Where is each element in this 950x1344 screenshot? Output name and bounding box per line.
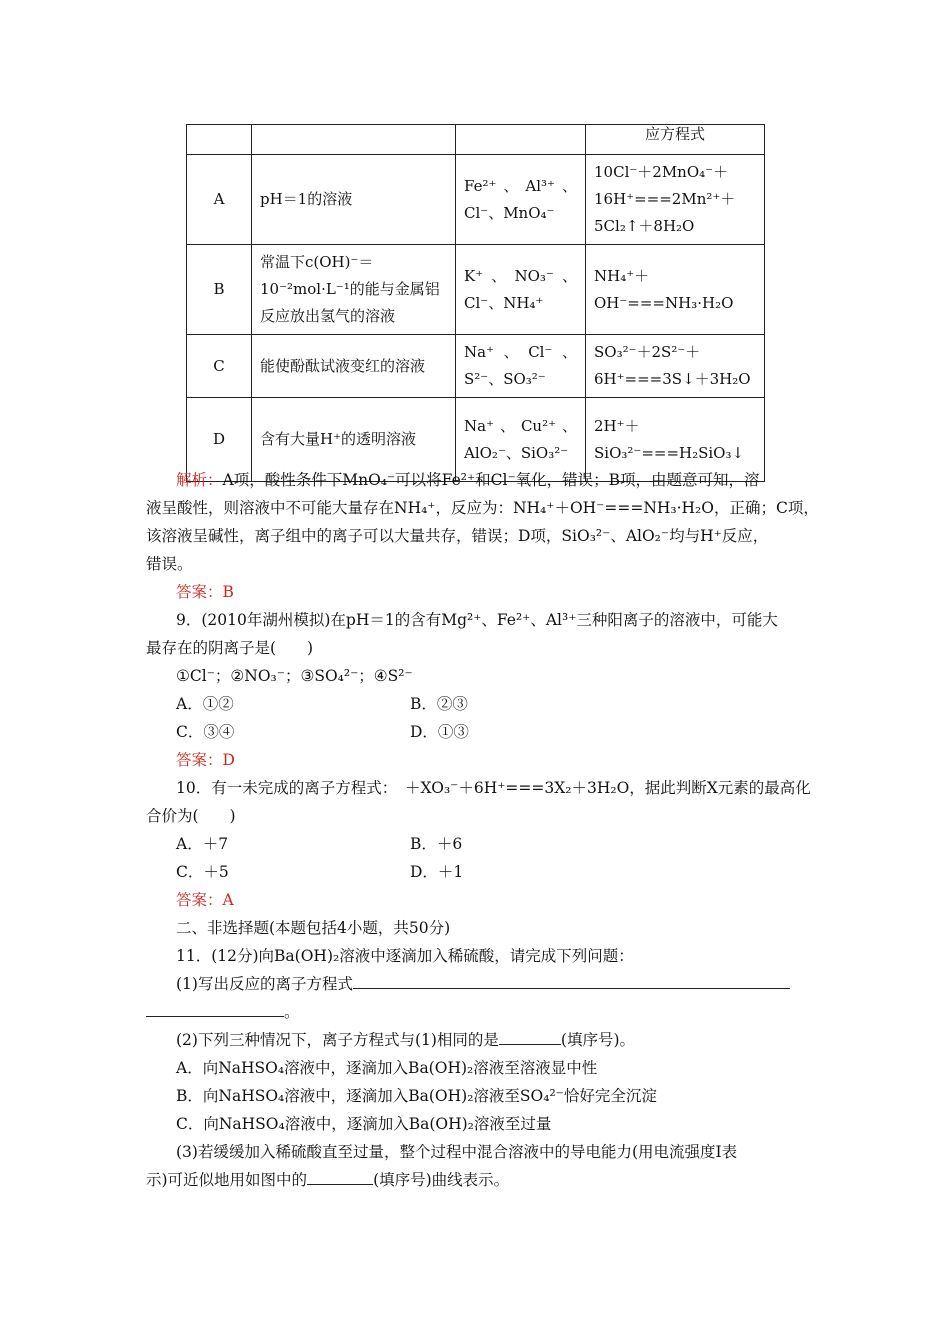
row-ions: K⁺、NO₃⁻、Cl⁻、NH₄⁺ xyxy=(456,245,586,335)
row-ions: Fe²⁺、Al³⁺、Cl⁻、MnO₄⁻ xyxy=(456,155,586,245)
question-10-cont: 合价为( ) xyxy=(146,807,236,825)
answer-label: 答案：D xyxy=(176,751,235,769)
option-c: C．③④ xyxy=(176,723,235,741)
options-row xyxy=(146,858,806,886)
table-row xyxy=(187,245,765,335)
row-option: A xyxy=(187,155,252,245)
question-11-part3-cont: 示)可近似地用如图中的 (填序号)曲线表示。 xyxy=(146,1166,806,1194)
option-d: D．＋1 xyxy=(410,863,464,881)
row-equation: 10Cl⁻＋2MnO₄⁻＋16H⁺===2Mn²⁺＋5Cl₂↑＋8H₂O xyxy=(586,155,765,245)
analysis-line: 错误。 xyxy=(146,555,193,573)
question-9-ions: ①Cl⁻；②NO₃⁻；③SO₄²⁻；④S²⁻ xyxy=(176,667,413,685)
analysis-line: 液呈酸性，则溶液中不可能大量存在NH₄⁺，反应为：NH₄⁺＋OH⁻===NH₃·H₂O，正确；C项， xyxy=(146,499,819,517)
question-11-option-c: C．向NaHSO₄溶液中，逐滴加入Ba(OH)₂溶液至过量 xyxy=(176,1115,552,1133)
question-11-part1-cont: 。 xyxy=(146,998,806,1026)
analysis-line: 该溶液呈碱性，离子组中的离子可以大量共存，错误；D项，SiO₃²⁻、AlO₂⁻均与H⁺反应， xyxy=(146,527,769,545)
row-option: B xyxy=(187,245,252,335)
option-a: A．＋7 xyxy=(176,835,229,853)
answer-blank[interactable] xyxy=(307,1166,373,1185)
table-header-eq: 应方程式 xyxy=(586,125,765,155)
options-row xyxy=(146,830,806,858)
question-11-part1: (1)写出反应的离子方程式 xyxy=(146,970,806,998)
row-equation: SO₃²⁻＋2S²⁻＋6H⁺===3S↓＋3H₂O xyxy=(586,335,765,398)
table-row xyxy=(187,335,765,398)
row-equation: NH₄⁺＋OH⁻===NH₃·H₂O xyxy=(586,245,765,335)
row-condition: 常温下c(OH)⁻＝10⁻²mol·L⁻¹的能与金属铝反应放出氢气的溶液 xyxy=(252,245,456,335)
option-b: B．②③ xyxy=(410,695,468,713)
table-row xyxy=(187,155,765,245)
question-11-part2: (2)下列三种情况下，离子方程式与(1)相同的是 (填序号)。 xyxy=(146,1026,806,1054)
row-condition: 能使酚酞试液变红的溶液 xyxy=(252,335,456,398)
answer-blank[interactable] xyxy=(353,970,790,989)
answer-label: 答案：A xyxy=(176,891,234,909)
answer-label: 答案：B xyxy=(176,583,234,601)
row-ions: Na⁺、Cl⁻、S²⁻、SO₃²⁻ xyxy=(456,335,586,398)
row-condition: 含有大量H⁺的透明溶液 xyxy=(252,398,456,482)
table-header-row xyxy=(187,125,765,155)
row-option: C xyxy=(187,335,252,398)
options-row xyxy=(146,690,806,718)
answer-blank[interactable] xyxy=(499,1026,561,1045)
option-c: C．＋5 xyxy=(176,863,229,881)
analysis-line: 解析：A项，酸性条件下MnO₄⁻可以将Fe²⁺和Cl⁻氧化，错误；B项，由题意可知，溶 xyxy=(176,471,760,489)
question-10: 10．有一未完成的离子方程式： ＋XO₃⁻＋6H⁺===3X₂＋3H₂O，据此判断X元素的最高化 xyxy=(176,779,811,797)
question-11-option-b: B．向NaHSO₄溶液中，逐滴加入Ba(OH)₂溶液至SO₄²⁻恰好完全沉淀 xyxy=(176,1087,657,1105)
row-equation: 2H⁺＋SiO₃²⁻===H₂SiO₃↓ xyxy=(586,398,765,482)
question-9: 9．(2010年湖州模拟)在pH＝1的含有Mg²⁺、Fe²⁺、Al³⁺三种阳离子的溶液中，可能大 xyxy=(176,611,778,629)
question-11-part3: (3)若缓缓加入稀硫酸直至过量，整个过程中混合溶液中的导电能力(用电流强度I表 xyxy=(176,1143,738,1161)
analysis-label: 解析： xyxy=(176,471,223,489)
option-a: A．①② xyxy=(176,695,234,713)
option-b: B．＋6 xyxy=(410,835,463,853)
section-heading: 二、非选择题(本题包括4小题，共50分) xyxy=(176,919,451,937)
answer-blank[interactable] xyxy=(146,998,284,1017)
question-9-cont: 最存在的阴离子是( ) xyxy=(146,639,314,657)
ion-table xyxy=(186,124,765,482)
row-option: D xyxy=(187,398,252,482)
row-ions: Na⁺、Cu²⁺、AlO₂⁻、SiO₃²⁻ xyxy=(456,398,586,482)
row-condition: pH＝1的溶液 xyxy=(252,155,456,245)
option-d: D．①③ xyxy=(410,723,469,741)
question-11: 11．(12分)向Ba(OH)₂溶液中逐滴加入稀硫酸，请完成下列问题： xyxy=(176,947,634,965)
question-11-option-a: A．向NaHSO₄溶液中，逐滴加入Ba(OH)₂溶液至溶液显中性 xyxy=(176,1059,598,1077)
options-row xyxy=(146,718,806,746)
body-text xyxy=(146,466,819,1194)
